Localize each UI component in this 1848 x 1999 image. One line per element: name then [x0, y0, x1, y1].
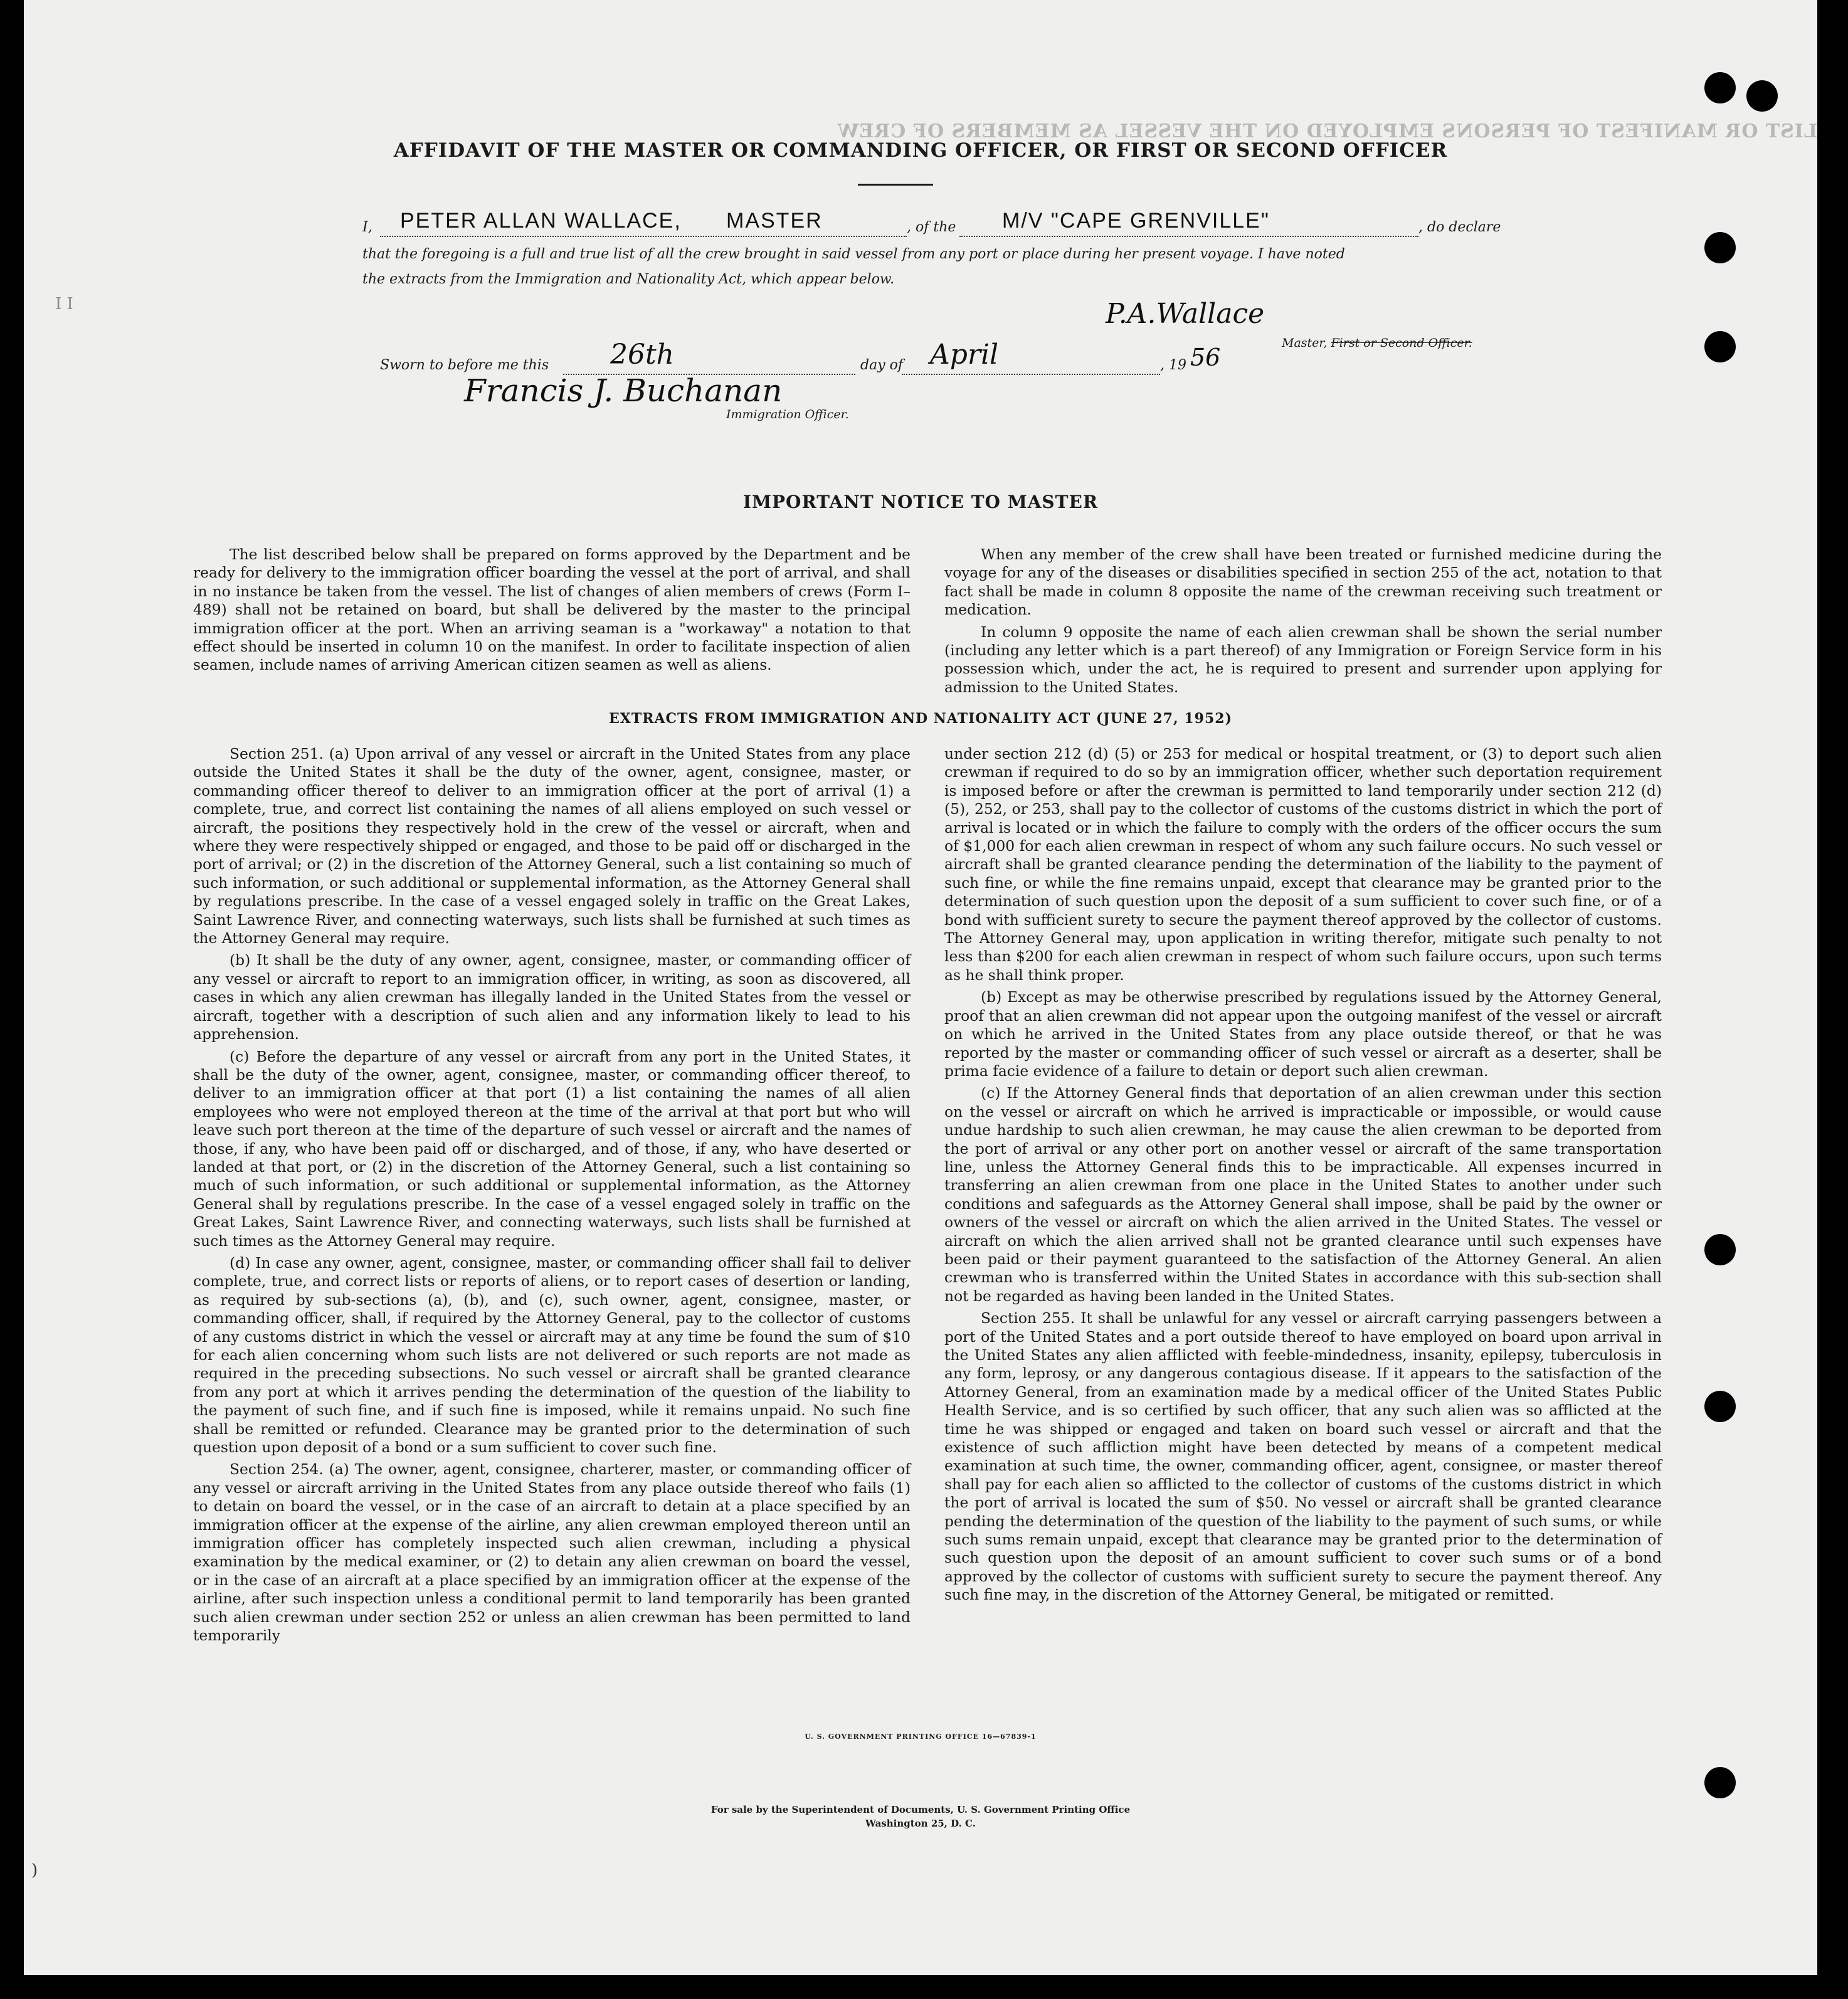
master-caption-prefix: Master,	[1282, 336, 1328, 350]
vessel-name: M/V "CAPE GRENVILLE"	[1002, 209, 1270, 233]
sale-line-2: Washington 25, D. C.	[865, 1818, 976, 1829]
notice-right-paragraph: In column 9 opposite the name of each alien crewman shall be shown the serial number (including any letter which is a part thereof) of any Immigration or Foreign Service form in his possession which, under the act, he is required to present and surrender upon applying for admission to the United States.	[944, 623, 1662, 696]
document-page	[24, 0, 1817, 1975]
extract-paragraph: under section 212 (d) (5) or 253 for medical or hospital treatment, or (3) to deport such alien crewman if required to do so by an immigration officer, whether such deportation requirement is imposed before or after the crewman is permitted to land temporarily under section 212 (d) (5), 252, or 253, shall pay to the collector of customs of the customs district in which the port of arrival is located or in which the failure to comply with the orders of the officer occurs the sum of $1,000 for each alien crewman in respect of whom any such failure occurs. No such vessel or aircraft shall be granted clearance pending the determination of the liability to the payment of such fine, or while the fine remains unpaid, except that clearance may be granted prior to the determination of such question upon the deposit of a sum sufficient to cover such fine, or of a bond with sufficient surety to secure the payment thereof approved by the collector of customs. The Attorney General may, upon application in writing therefor, mitigate such penalty to not less than $200 for each alien crewman in respect of whom such failure occurs, upon such terms as he shall think proper.	[944, 745, 1662, 984]
of-the-label: , of the	[907, 219, 956, 235]
title-rule	[858, 184, 933, 186]
master-signature: P.A.Wallace	[1106, 298, 1265, 330]
extract-paragraph: Section 251. (a) Upon arrival of any vessel or aircraft in the United States from any place outside the United States it shall be the duty of the owner, agent, consignee, master, or commanding officer thereof to deliver to an immigration officer at the port of arrival (1) a complete, true, and correct list containing the names of all aliens employed on such vessel or aircraft, the positions they respectively hold in the crew of the vessel or aircraft, when and where they were respectively shipped or engaged, and those to be paid off or discharged in the port of arrival; or (2) in the discretion of the Attorney General, such a list containing so much of such information, or such additional or supplemental information, as the Attorney General shall by regulations prescribe. In the case of a vessel engaged solely in traffic on the Great Lakes, Saint Lawrence River, and connecting waterways, such lists shall be furnished at such times as the Attorney General may require.	[193, 745, 911, 947]
affidavit-title: AFFIDAVIT OF THE MASTER OR COMMANDING OFFICER, OR FIRST OR SECOND OFFICER	[393, 139, 1448, 162]
master-rank: MASTER	[726, 209, 823, 233]
day-of-label: day of	[860, 357, 904, 373]
declaration-line-3: the extracts from the Immigration and Nationality Act, which appear below.	[362, 272, 895, 287]
notice-left-column	[193, 546, 911, 678]
extracts-title: EXTRACTS FROM IMMIGRATION AND NATIONALITY ACT (JUNE 27, 1952)	[608, 710, 1232, 727]
declaration-line-2: that the foregoing is a full and true list of all the crew brought in said vessel from any port or place during her present voyage. I have noted	[362, 246, 1345, 262]
master-caption	[1282, 336, 1472, 350]
officer-signature: Francis J. Buchanan	[464, 372, 783, 409]
sale-notice	[24, 1803, 1817, 1830]
vessel-blank	[959, 236, 1418, 237]
extract-paragraph: (b) It shall be the duty of any owner, agent, consignee, master, or commanding officer of any vessel or aircraft to report to an immigration officer, in writing, as soon as discovered, all cases in which any alien crewman has illegally landed in the United States from the vessel or aircraft, together with a description of such alien and any information likely to lead to his apprehension.	[193, 951, 911, 1043]
punch-hole	[1704, 1767, 1736, 1798]
extract-paragraph: (c) Before the departure of any vessel or aircraft from any port in the United States, it shall be the duty of the owner, agent, consignee, master, or commanding officer thereof, to deliver to an immigration officer at that port (1) a list containing the names of all alien employees who were not employed thereon at the time of the arrival at that port but who will leave such port thereon at the time of the departure of such vessel or aircraft and the names of those, if any, who have been paid off or discharged, and of those, if any, who have deserted or landed at that port, or (2) in the discretion of the Attorney General, such a list containing so much of such information, or such additional or supplemental information, as the Attorney General shall by regulations prescribe. In the case of a vessel engaged solely in traffic on the Great Lakes, Saint Lawrence River, and connecting waterways, such lists shall be furnished at such times as the Attorney General may require.	[193, 1047, 911, 1250]
notice-right-paragraph: When any member of the crew shall have been treated or furnished medicine during the voyage for any of the diseases or disabilities specified in section 255 of the act, notation to that fact shall be made in column 8 opposite the name of the crewman receiving such treatment or medication.	[944, 546, 1662, 619]
punch-hole	[1746, 80, 1778, 112]
extract-paragraph: (d) In case any owner, agent, consignee, master, or commanding officer shall fail to deliver complete, true, and correct lists or reports of aliens, or to report cases of desertion or landing, as required by sub-sections (a), (b), and (c), such owner, agent, consignee, master, or commanding officer, shall, if required by the Attorney General, pay to the collector of customs of any customs district in which the vessel or aircraft may at any time be found the sum of $10 for each alien concerning whom such lists are not delivered or such reports are not made as required in the preceding subsections. No such vessel or aircraft shall be granted clearance from any port at which it arrives pending the determination of the question of the liability to the payment of such fine, and if such fine is imposed, while it remains unpaid. No such fine shall be remitted or refunded. Clearance may be granted prior to the determination of such question upon deposit of a bond or a sum sufficient to cover such fine.	[193, 1253, 911, 1457]
punch-hole	[1704, 72, 1736, 103]
month-blank	[902, 374, 1160, 375]
do-declare-label: , do declare	[1418, 219, 1501, 235]
extract-paragraph: Section 255. It shall be unlawful for any vessel or aircraft carrying passengers between a port of the United States and a port outside thereof to have employed on board upon arrival in the United States any alien afflicted with feeble-mindedness, insanity, epilepsy, tuberculosis in any form, leprosy, or any dangerous contagious disease. If it appears to the satisfaction of the Attorney General, from an examination made by a medical officer of the United States Public Health Service, and is so certified by such officer, that any such alien was so afflicted at the time he was shipped or engaged and taken on board such vessel or aircraft and that the existence of such affliction might have been detected by means of a competent medical examination at such time, the owner, commanding officer, agent, consignee, or master thereof shall pay for each alien so afflicted to the collector of customs of the customs district in which the port of arrival is located the sum of $50. No vessel or aircraft shall be granted clearance pending the determination of the question of the liability to the payment of such sums, or while such sums remain unpaid, except that clearance may be granted prior to the determination of such question upon the deposit of an amount sufficient to cover such sums or of a bond approved by the collector of customs with sufficient surety to secure the payment thereof. Any such fine may, in the discretion of the Attorney General, be mitigated or remitted.	[944, 1309, 1662, 1604]
bleed-through-text: LIST OR MANIFEST OF PERSONS EMPLOYED ON THE VESSEL AS MEMBERS OF CREW	[837, 120, 1817, 142]
officer-caption: Immigration Officer.	[726, 408, 849, 421]
year-prefix: , 19	[1160, 357, 1186, 373]
margin-mark: I I	[55, 295, 73, 314]
printing-office-line: U. S. GOVERNMENT PRINTING OFFICE 16—67839-1	[805, 1733, 1037, 1741]
name-blank	[380, 236, 907, 237]
punch-hole	[1704, 1234, 1736, 1265]
i-label: I,	[362, 219, 372, 235]
notice-left-paragraph: The list described below shall be prepared on forms approved by the Department and be ready for delivery to the immigration officer boarding the vessel at the port of arrival, and shall in no instance be taken from the vessel. The list of changes of alien members of crews (Form I–489) shall not be retained on board, but shall be delivered by the master to the principal immigration officer at the port. When an arriving seaman is a "workaway" a notation to that effect should be inserted in column 10 on the manifest. In order to facilitate inspection of alien seamen, include names of arriving American citizen seamen as well as aliens.	[193, 546, 911, 674]
punch-hole	[1704, 232, 1736, 263]
extract-paragraph: (c) If the Attorney General finds that deportation of an alien crewman under this section on the vessel or aircraft on which he arrived is impracticable or impossible, or would cause undue hardship to such alien crewman, he may cause the alien crewman to be deported from the port of arrival or any other port on another vessel or aircraft of the same transportation line, unless the Attorney General finds this to be impracticable. All expenses incurred in transferring an alien crewman from one place in the United States to another under such conditions and safeguards as the Attorney General shall impose, shall be paid by the owner or owners of the vessel or aircraft on which the alien arrived in the United States. The vessel or aircraft on which the alien arrived shall not be granted clearance until such expenses have been paid or their payment guaranteed to the satisfaction of the Attorney General. An alien crewman who is transferred within the United States in accordance with this sub-section shall not be regarded as having been landed in the United States.	[944, 1084, 1662, 1305]
extracts-left-column	[193, 745, 911, 1649]
master-name: PETER ALLAN WALLACE,	[400, 209, 682, 233]
master-caption-struck: First or Second Officer.	[1331, 336, 1472, 350]
notice-right-column	[944, 546, 1662, 700]
sale-line-1: For sale by the Superintendent of Documents, U. S. Government Printing Office	[710, 1804, 1131, 1815]
punch-hole	[1704, 1391, 1736, 1422]
punch-hole	[1704, 331, 1736, 362]
day-value: 26th	[610, 339, 675, 371]
month-value: April	[930, 339, 999, 371]
extracts-right-column	[944, 745, 1662, 1608]
sworn-label: Sworn to before me this	[380, 357, 549, 373]
extract-paragraph: Section 254. (a) The owner, agent, consignee, charterer, master, or commanding officer of any vessel or aircraft arriving in the United States from any place outside thereof who fails (1) to detain on board the vessel, or in the case of an aircraft to detain at a place specified by an immigration officer at the expense of the airline, any alien crewman employed thereon until an immigration officer has completely inspected such alien crewman, including a physical examination by the medical examiner, or (2) to detain any alien crewman on board the vessel, or in the case of an aircraft at a place specified by an immigration officer at the expense of the airline, after such inspection unless a conditional permit to land temporarily has been granted such alien crewman under section 252 or unless an alien crewman has been permitted to land temporarily	[193, 1460, 911, 1645]
year-value: 56	[1190, 344, 1221, 371]
notice-title: IMPORTANT NOTICE TO MASTER	[742, 492, 1099, 512]
corner-mark: )	[31, 1861, 38, 1880]
extract-paragraph: (b) Except as may be otherwise prescribed by regulations issued by the Attorney General, proof that an alien crewman did not appear upon the outgoing manifest of the vessel or aircraft on which he arrived in the United States from any place outside thereof, or that he was reported by the master or commanding officer of such vessel or aircraft as a deserter, shall be prima facie evidence of a failure to detain or deport such alien crewman.	[944, 988, 1662, 1080]
